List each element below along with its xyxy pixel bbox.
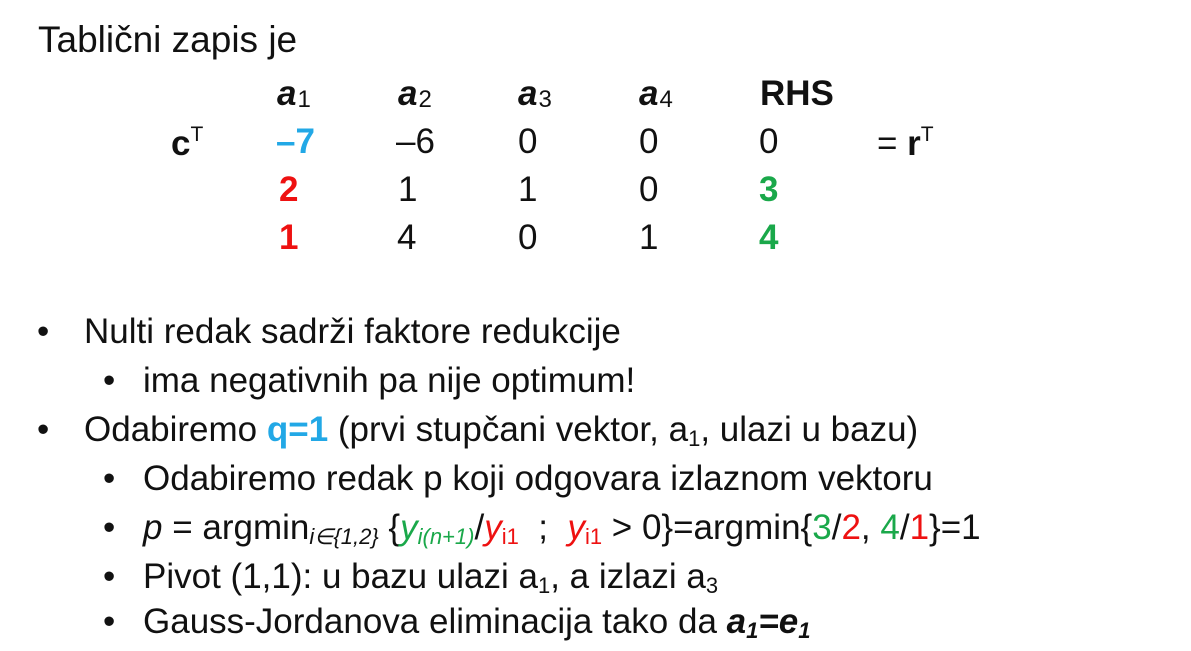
cell-r2-c4: 1 <box>639 218 659 257</box>
header-a3: a3 <box>518 74 552 113</box>
bullet-2d: Gauss-Jordanova eliminacija tako da a1=e1 <box>143 602 811 643</box>
header-a4: a4 <box>639 74 673 113</box>
header-a2: a2 <box>398 74 432 113</box>
bullet-dot: • <box>103 459 116 498</box>
eq-rT: = $r^T$ <box>877 123 934 163</box>
row-label-cT: $c^T$ <box>171 123 204 163</box>
cell-r2-c1: 1 <box>279 218 299 257</box>
bullet-dot: • <box>37 410 50 449</box>
bullet-dot: • <box>103 508 116 547</box>
header-a1: a1 <box>277 74 311 113</box>
cell-r0-c2: –6 <box>396 122 435 161</box>
bullet-2a: Odabiremo redak p koji odgovara izlaznom vektoru <box>143 459 933 498</box>
page-title: Tablični zapis je <box>38 19 298 60</box>
cell-r1-c3: 1 <box>518 170 538 209</box>
cell-r1-c2: 1 <box>398 170 418 209</box>
cell-r0-c1: –7 <box>276 122 315 161</box>
cell-r1-rhs: 3 <box>759 170 779 209</box>
bullet-2b-formula: p = argmini∈{1,2} {yi(n+1)/yi1 ; yi1 > 0}=argmin{3/2, 4/1}=1 <box>143 508 981 549</box>
bullet-dot: • <box>37 312 50 351</box>
cell-r1-c1: 2 <box>279 170 299 209</box>
bullet-dot: • <box>103 361 116 400</box>
bullet-2c: Pivot (1,1): u bazu ulazi a1, a izlazi a3 <box>143 557 719 598</box>
cell-r1-c4: 0 <box>639 170 659 209</box>
cell-r2-c2: 4 <box>397 218 417 257</box>
cell-r2-rhs: 4 <box>759 218 779 257</box>
cell-r2-c3: 0 <box>518 218 538 257</box>
header-rhs: RHS <box>760 74 834 113</box>
bullet-1: Nulti redak sadrži faktore redukcije <box>84 312 621 351</box>
cell-r0-rhs: 0 <box>759 122 779 161</box>
bullet-dot: • <box>103 602 116 641</box>
bullet-dot: • <box>103 557 116 596</box>
bullet-2: Odabiremo q=1 (prvi stupčani vektor, a1, ulazi u bazu) <box>84 410 919 451</box>
bullet-1a: ima negativnih pa nije optimum! <box>143 361 636 400</box>
cell-r0-c3: 0 <box>518 122 538 161</box>
cell-r0-c4: 0 <box>639 122 659 161</box>
